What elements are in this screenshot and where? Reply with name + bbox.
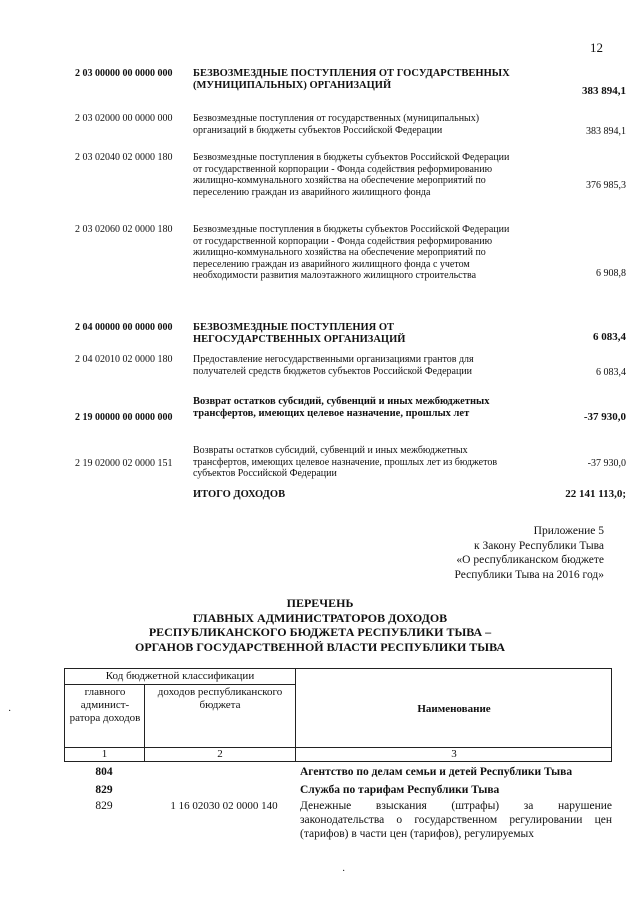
column-number: 2	[217, 748, 223, 760]
appendix-line: Приложение 5	[533, 525, 604, 537]
income-description: Предоставление негосударственными организациями грантов для получателей средств бюджетов субъектов Российской Федерации	[193, 354, 474, 377]
title-line: ОРГАНОВ ГОСУДАРСТВЕННОЙ ВЛАСТИ РЕСПУБЛИКИ ТЫВА	[134, 639, 505, 654]
income-amount: 383 894,1	[586, 126, 626, 137]
total-label: ИТОГО ДОХОДОВ	[193, 489, 286, 500]
income-code: 2 03 02000 00 0000 000	[75, 113, 173, 124]
income-row	[0, 396, 640, 436]
revenue-code: 1 16 02030 02 0000 140	[170, 800, 278, 812]
income-row	[0, 354, 640, 390]
income-amount: 383 894,1	[582, 85, 626, 97]
appendix-line: Республики Тыва на 2016 год»	[454, 568, 604, 581]
header-group-label: Код бюджетной классификации	[105, 670, 255, 682]
admin-code: 829	[95, 800, 113, 812]
appendix-line: к Закону Республики Тыва	[474, 539, 604, 552]
admin-code: 804	[95, 766, 113, 778]
income-amount: -37 930,0	[583, 411, 626, 423]
title-line: ГЛАВНЫХ АДМИНИСТРАТОРОВ ДОХОДОВ	[192, 610, 448, 625]
income-amount: 376 985,3	[586, 180, 626, 191]
total-amount: 22 141 113,0;	[565, 488, 626, 500]
income-row	[0, 152, 640, 220]
income-row	[0, 68, 640, 104]
column-number: 3	[451, 748, 457, 760]
income-row	[0, 445, 640, 481]
income-row	[0, 113, 640, 148]
title-line: РЕСПУБЛИКАНСКОГО БЮДЖЕТА РЕСПУБЛИКИ ТЫВА –	[148, 625, 492, 639]
admin-code: 829	[95, 784, 113, 796]
row-divider	[65, 684, 295, 685]
income-row	[0, 224, 640, 319]
income-code: 2 19 00000 00 0000 000	[75, 412, 173, 423]
income-row	[0, 322, 640, 348]
income-amount: 6 083,4	[593, 331, 626, 343]
income-amount: -37 930,0	[587, 458, 626, 469]
income-code: 2 04 00000 00 0000 000	[75, 322, 173, 333]
appendix-note	[455, 524, 604, 582]
column-number: 1	[101, 748, 108, 760]
income-description: Безвозмездные поступления от государственных (муниципальных) организаций в бюджеты субъектов Российской Федерации	[193, 113, 480, 136]
income-amount: 6 908,8	[596, 268, 626, 279]
header-revenue-column: доходов республиканского бюджета	[157, 686, 283, 711]
revenue-description: Денежные взыскания (штрафы) за нарушение законодательства о государственном регулировании цен (тарифов) в части цен (тарифов), регулируемых	[300, 800, 612, 840]
document-title	[0, 596, 640, 654]
title-line: ПЕРЕЧЕНЬ	[286, 596, 354, 610]
appendix-line: «О республиканском бюджете	[456, 554, 604, 566]
page-number: 12	[590, 40, 603, 55]
income-description: БЕЗВОЗМЕЗДНЫЕ ПОСТУПЛЕНИЯ ОТ НЕГОСУДАРСТВЕННЫХ ОРГАНИЗАЦИЙ	[193, 322, 406, 345]
total-row	[0, 489, 640, 503]
income-code: 2 19 02000 02 0000 151	[75, 458, 173, 469]
income-code: 2 03 00000 00 0000 000	[75, 68, 173, 79]
administrator-name: Служба по тарифам Республики Тыва	[300, 784, 500, 796]
income-code: 2 03 02040 02 0000 180	[75, 152, 173, 163]
income-description: Безвозмездные поступления в бюджеты субъектов Российской Федерации от государственной корпорации - Фонда содействия реформированию жилищно-коммунального хозяйства на обеспечение мероприятий по переселению граждан из аварийного жилищного фонда с учетом необходимости развития малоэтажного жилищного строительства	[193, 224, 510, 281]
header-table	[64, 668, 612, 762]
header-name-column: Наименование	[417, 703, 491, 715]
scan-mark: ·	[342, 866, 346, 877]
income-description: Возвраты остатков субсидий, субвенций и иных межбюджетных трансфертов, имеющих целевое назначение, прошлых лет из бюджетов субъектов Российской Федерации	[193, 445, 498, 479]
administrator-name: Агентство по делам семьи и детей Республики Тыва	[300, 766, 573, 778]
income-description: БЕЗВОЗМЕЗДНЫЕ ПОСТУПЛЕНИЯ ОТ ГОСУДАРСТВЕННЫХ (МУНИЦИПАЛЬНЫХ) ОРГАНИЗАЦИЙ	[193, 68, 510, 91]
header-admin-column: главного админист-ратора доходов	[69, 686, 141, 724]
income-code: 2 04 02010 02 0000 180	[75, 354, 173, 365]
income-description: Безвозмездные поступления в бюджеты субъектов Российской Федерации от государственной корпорации - Фонда содействия реформированию жилищно-коммунального хозяйства на обеспечение мероприятий по переселению граждан из аварийного жилищного фонда	[193, 152, 510, 198]
income-amount: 6 083,4	[596, 367, 626, 378]
income-code: 2 03 02060 02 0000 180	[75, 224, 173, 235]
income-description: Возврат остатков субсидий, субвенций и иных межбюджетных трансфертов, имеющих целевое назначение, прошлых лет	[193, 396, 490, 419]
scan-mark: ·	[8, 706, 12, 717]
